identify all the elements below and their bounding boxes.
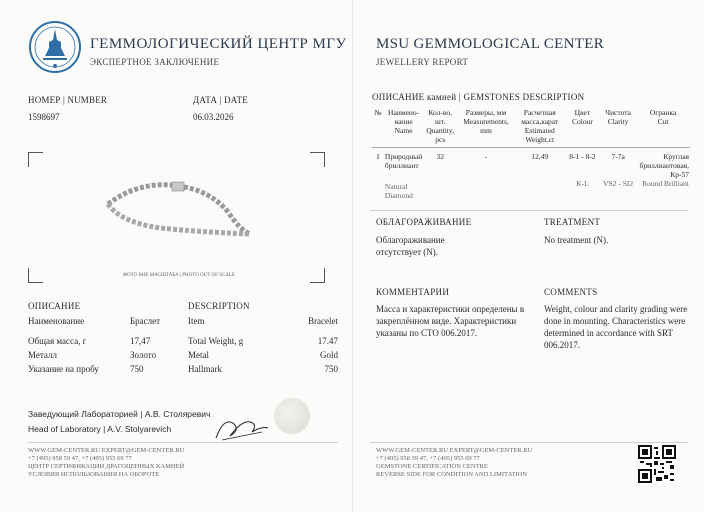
cell-name-ru: Природный бриллиант	[384, 152, 423, 170]
hologram-seal-icon	[274, 398, 310, 434]
footer-line: REVERSE SIDE FOR CONDITION AND LIMITATION	[376, 471, 527, 478]
table-row	[372, 152, 690, 179]
footer-right	[376, 447, 532, 479]
photo-caption: ФОТО ВНЕ МАСШТАБА | PHOTO OUT OF SCALE	[123, 273, 235, 278]
gemstones-heading: ОПИСАНИЕ камней | GEMSTONES DESCRIPTION	[372, 92, 585, 102]
qr-code-icon	[638, 445, 676, 483]
footer-line: УСЛОВИЯ ИСПОЛЬЗОВАНИЯ НА ОБОРОТЕ	[28, 471, 160, 478]
desc-value-ru: 17,47	[130, 336, 151, 346]
table-header-row	[372, 108, 690, 144]
bracelet-photo	[100, 172, 260, 242]
msu-logo-icon	[28, 20, 82, 74]
signature-line-en: Head of Laboratory | A.V. Stolyarevich	[28, 424, 172, 434]
description-heading-en: DESCRIPTION	[188, 301, 250, 311]
cell-colour-en: K-L	[576, 179, 589, 188]
footer-line: ЦЕНТР СЕРТИФИКАЦИИ ДРАГОЦЕННЫХ КАМНЕЙ	[28, 463, 185, 470]
desc-label-en: Total Weight, g	[188, 336, 244, 346]
col-header: Наимено-вание Name	[388, 108, 420, 135]
number-value: 1598697	[28, 112, 60, 122]
date-label: ДАТА | DATE	[193, 95, 248, 105]
desc-label-ru: Наименование	[28, 316, 85, 326]
col-header: №	[374, 108, 382, 117]
footer-line: GEMSTONE CERTIFICATION CENTRE	[376, 463, 488, 470]
footer-line: WWW.GEM-CENTER.RU EXPERT@GEM-CENTER.RU	[28, 447, 185, 454]
crop-mark-tr	[310, 152, 325, 167]
footer-left	[28, 447, 184, 479]
gemstones-table	[372, 108, 690, 200]
desc-value-en: Bracelet	[308, 316, 338, 326]
comments-heading-ru: КОММЕНТАРИИ	[376, 287, 450, 297]
cell-meas: -	[484, 152, 488, 161]
desc-label-ru: Общая масса, г	[28, 336, 87, 346]
signature-icon	[212, 410, 272, 444]
footer-line: WWW.GEM-CENTER.RU EXPERT@GEM-CENTER.RU	[376, 447, 533, 454]
col-header: Расчетная масса,карат Estimated Weight,ct	[521, 108, 559, 144]
desc-value-ru: Браслет	[130, 316, 161, 326]
footer-line: +7 (495) 958 59 47, +7 (495) 955 69 77	[376, 455, 480, 462]
footer-divider	[370, 442, 688, 443]
page-fold	[352, 0, 353, 512]
crop-mark-tl	[28, 152, 43, 167]
col-header: Размеры, мм Measurements, mm	[463, 108, 509, 135]
number-label: НОМЕР | NUMBER	[28, 95, 108, 105]
cell-name-en: Natural Diamond	[384, 182, 413, 200]
treatment-text-ru: Облагораживание отсутствует (N).	[376, 235, 445, 257]
desc-label-en: Hallmark	[188, 364, 222, 374]
cell-clarity-ru: 7-7а	[611, 152, 625, 161]
cell-qty: 32	[436, 152, 444, 161]
footer-divider	[28, 442, 338, 443]
desc-value-en: 750	[324, 364, 338, 374]
subtitle-ru: ЭКСПЕРТНОЕ ЗАКЛЮЧЕНИЕ	[90, 57, 220, 67]
footer-line: +7 (495) 958 59 47, +7 (495) 955 69 77	[28, 455, 132, 462]
crop-mark-bl	[28, 268, 43, 283]
table-row	[372, 179, 690, 200]
cell-clarity-en: VS2 - SI2	[603, 179, 634, 188]
cell-colour-ru: 8-1 - 8-2	[569, 152, 596, 161]
treatment-heading-ru: ОБЛАГОРАЖИВАНИЕ	[376, 217, 472, 227]
desc-label-ru: Металл	[28, 350, 57, 360]
title-en: MSU GEMMOLOGICAL CENTER	[376, 36, 605, 52]
desc-value-en: 17.47	[317, 336, 338, 346]
col-header: Кол-во, шт. Quantity, pcs	[426, 108, 455, 144]
title-ru: ГЕММОЛОГИЧЕСКИЙ ЦЕНТР МГУ	[90, 36, 347, 52]
section-divider	[370, 210, 688, 211]
treatment-text-en: No treatment (N).	[544, 235, 609, 245]
date-value: 06.03.2026	[193, 112, 234, 122]
col-header: Чистота Clarity	[605, 108, 631, 126]
cell-no: 1	[376, 152, 380, 161]
desc-label-en: Metal	[188, 350, 209, 360]
desc-label-ru: Указание на пробу	[28, 364, 99, 374]
cell-weight: 12,49	[531, 152, 549, 161]
desc-value-en: Gold	[320, 350, 338, 360]
signature-line-ru: Заведующий Лабораторией | А.В. Столяревич	[28, 409, 211, 419]
treatment-heading-en: TREATMENT	[544, 217, 601, 227]
desc-label-en: Item	[188, 316, 205, 326]
desc-value-ru: Золото	[130, 350, 157, 360]
col-header: Огранка Cut	[649, 108, 677, 126]
cell-cut-ru: Круглая бриллиантовая, Кр-57	[639, 152, 689, 179]
col-header: Цвет Colour	[571, 108, 593, 126]
cell-cut-en: Round Brilliant	[642, 179, 689, 188]
comments-text-en: Weight, colour and clarity grading were done in mounting. Characteristics were determined in accordance with SRT 006.2017.	[544, 304, 688, 350]
description-heading-ru: ОПИСАНИЕ	[28, 301, 81, 311]
comments-text-ru: Масса и характеристики определены в закреплённом виде. Характеристики указаны по СТО 006.2017.	[376, 304, 525, 338]
subtitle-en: JEWELLERY REPORT	[376, 57, 469, 67]
comments-heading-en: COMMENTS	[544, 287, 598, 297]
desc-value-ru: 750	[130, 364, 144, 374]
crop-mark-br	[310, 268, 325, 283]
